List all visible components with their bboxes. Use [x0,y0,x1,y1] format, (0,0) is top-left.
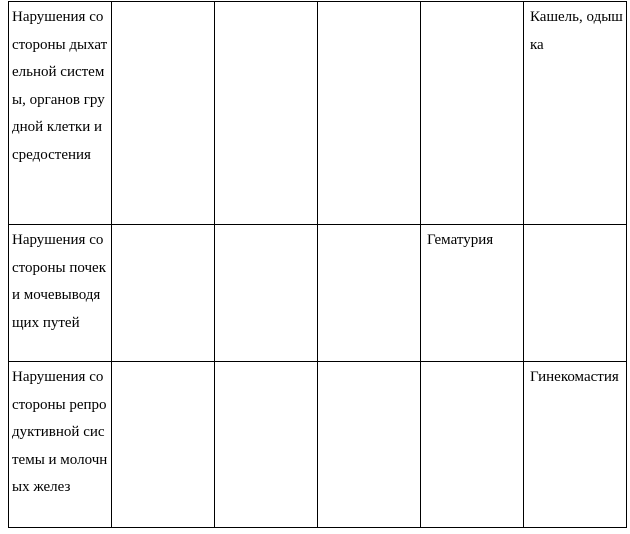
table-cell [318,362,421,528]
table-cell [524,2,627,225]
table-cell [9,225,112,362]
table-cell [9,362,112,528]
table-cell [421,225,524,362]
cell-text: Гематурия [427,232,494,248]
table-cell [524,225,627,362]
table-row [9,362,627,528]
table-cell [318,2,421,225]
table-cell [215,362,318,528]
table-cell [112,362,215,528]
cell-text: Гинекомастия [530,369,619,385]
table-row [9,2,627,225]
table-cell [318,225,421,362]
table-cell [421,362,524,528]
table-cell [421,2,524,225]
table-row [9,225,627,362]
table-cell [112,2,215,225]
table-cell [215,2,318,225]
organ-class-label: Нарушения со стороны почек и мочевыводящих путей [12,232,106,331]
table-cell [215,225,318,362]
organ-class-label: Нарушения со стороны дыхательной системы, органов грудной клетки и средостения [12,9,108,163]
table-cell [524,362,627,528]
adverse-reactions-table [8,1,627,528]
organ-class-label: Нарушения со стороны репродуктивной системы и молочных желез [12,369,108,496]
table-cell [9,2,112,225]
table-cell [112,225,215,362]
cell-text: Кашель, одышка [530,9,623,53]
